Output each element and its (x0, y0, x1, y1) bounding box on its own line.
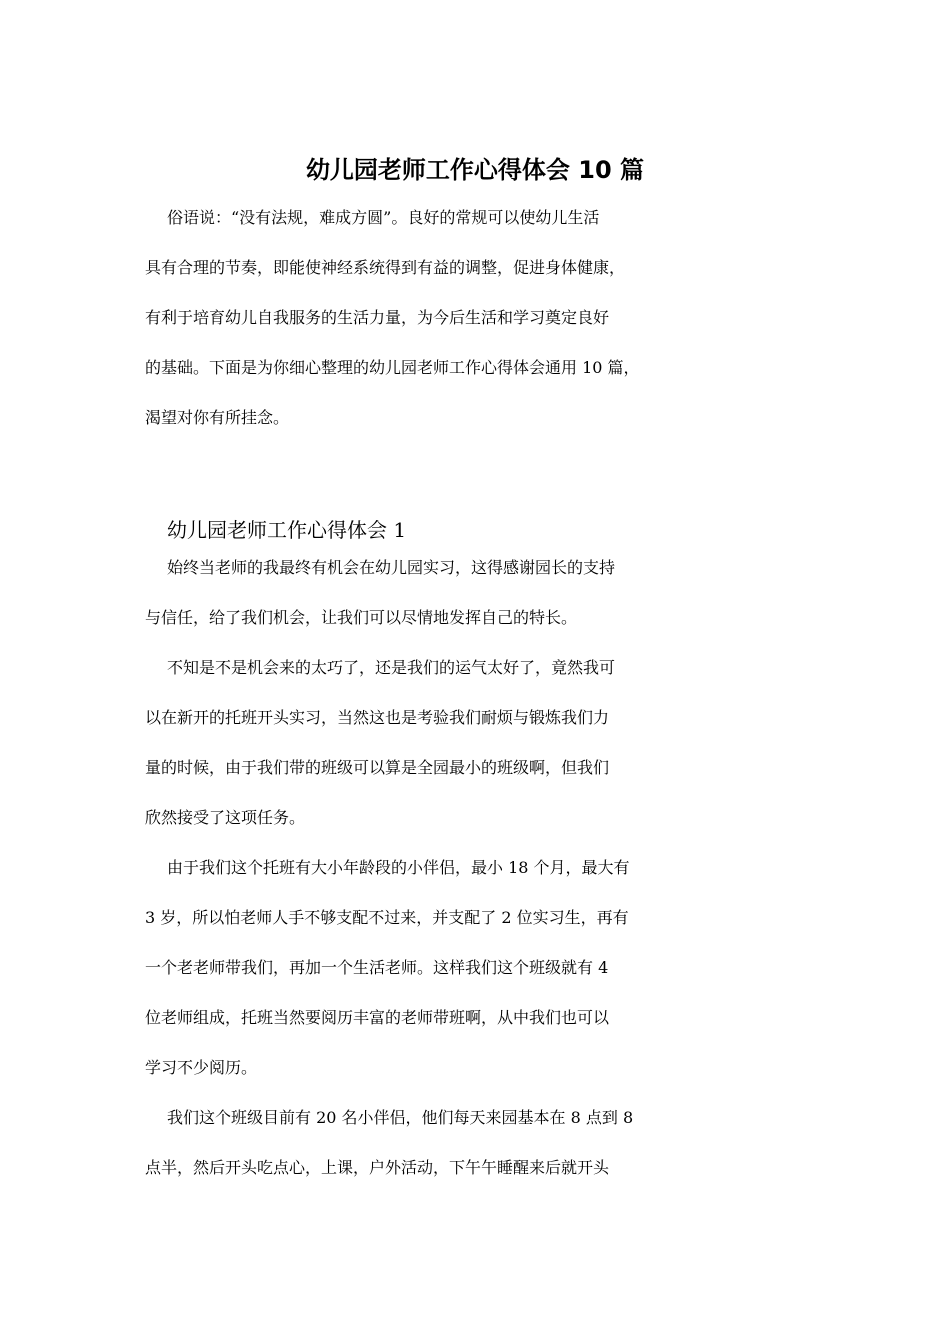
text-line: 一个老老师带我们，再加一个生活老师。这样我们这个班级就有 4 (145, 958, 609, 977)
body-paragraph (145, 555, 825, 655)
document-body (145, 205, 825, 1205)
text-line: 点半，然后开头吃点心，上课，户外活动，下午午睡醒来后就开头 (145, 1158, 610, 1177)
text-line: 学习不少阅历。 (145, 1058, 258, 1077)
text-line: 有利于培育幼儿自我服务的生活力量，为今后生活和学习奠定良好 (145, 308, 610, 327)
text-line: 不知是不是机会来的太巧了，还是我们的运气太好了，竟然我可 (167, 658, 616, 677)
body-paragraph (145, 855, 825, 1105)
text-line: 俗语说：“没有法规，难成方圆”。良好的常规可以使幼儿生活 (167, 208, 600, 227)
text-line: 位老师组成，托班当然要阅历丰富的老师带班啊，从中我们也可以 (145, 1008, 610, 1027)
text-line: 具有合理的节奏，即能使神经系统得到有益的调整，促进身体健康， (145, 258, 626, 277)
section-heading: 幼儿园老师工作心得体会 1 (167, 518, 407, 542)
text-line: 的基础。下面是为你细心整理的幼儿园老师工作心得体会通用 10 篇， (145, 358, 640, 377)
text-line: 由于我们这个托班有大小年龄段的小伴侣，最小 18 个月，最大有 (167, 858, 630, 877)
document-title: 幼儿园老师工作心得体会 10 篇 (305, 156, 645, 184)
intro-paragraph (145, 205, 825, 455)
text-line: 量的时候，由于我们带的班级可以算是全园最小的班级啊，但我们 (145, 758, 610, 777)
text-line: 3 岁，所以怕老师人手不够支配不过来，并支配了 2 位实习生，再有 (145, 908, 629, 927)
text-line: 以在新开的托班开头实习，当然这也是考验我们耐烦与锻炼我们力 (145, 708, 610, 727)
body-paragraph (145, 655, 825, 855)
body-paragraph (145, 1105, 825, 1205)
text-line: 与信任，给了我们机会，让我们可以尽情地发挥自己的特长。 (145, 608, 578, 627)
section-spacer (145, 455, 825, 505)
text-line: 始终当老师的我最终有机会在幼儿园实习，这得感谢园长的支持 (167, 558, 616, 577)
text-line: 欣然接受了这项任务。 (145, 808, 306, 827)
text-line: 渴望对你有所挂念。 (145, 408, 290, 427)
text-line: 我们这个班级目前有 20 名小伴侣，他们每天来园基本在 8 点到 8 (167, 1108, 634, 1127)
